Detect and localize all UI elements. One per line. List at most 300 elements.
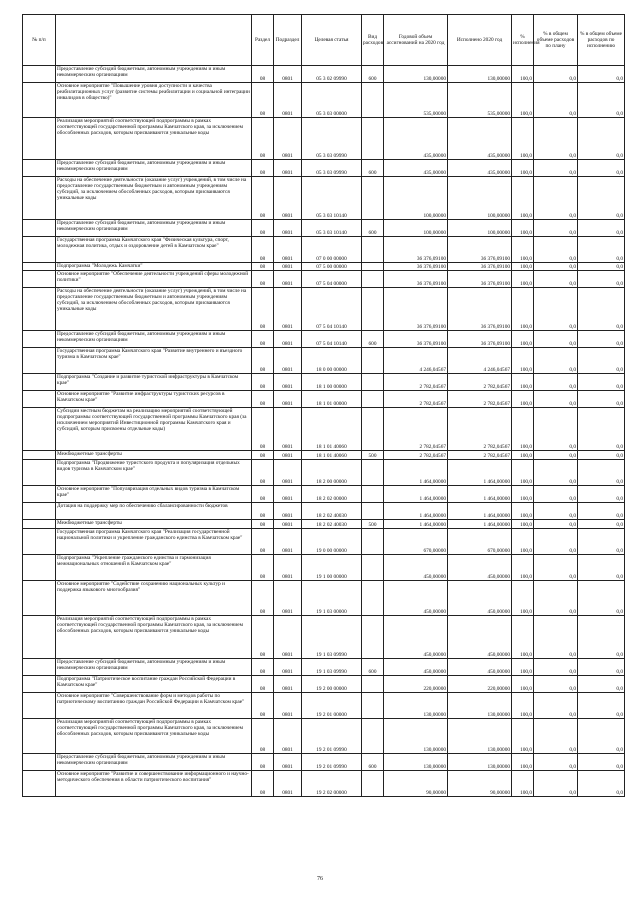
- cell-percent: 100,0: [512, 581, 534, 616]
- cell-share-fact: 0,0: [578, 451, 625, 460]
- cell-name: Государственная программа Камчатского края "Реализация государственной национальной политики и укрепление гражданского единства в Камчатском крае": [56, 529, 252, 555]
- cell-percent: 100,0: [512, 66, 534, 83]
- table-row: [23, 503, 625, 520]
- cell-plan: 100,00000: [384, 220, 448, 237]
- table-row: [23, 83, 625, 118]
- cell-percent: 100,0: [512, 263, 534, 271]
- cell-target-article: 07 5 04 10140: [302, 288, 362, 331]
- cell-share-fact: 0,0: [578, 520, 625, 529]
- cell-num: [23, 581, 56, 616]
- table-body: [23, 66, 625, 797]
- cell-razdel: 08: [252, 520, 274, 529]
- table-row: [23, 348, 625, 374]
- cell-percent: 100,0: [512, 771, 534, 797]
- cell-podrazdel: 0801: [274, 118, 302, 160]
- cell-podrazdel: 0801: [274, 391, 302, 408]
- cell-fact: 36 376,09100: [448, 263, 512, 271]
- table-row: [23, 263, 625, 271]
- cell-plan: 2 782,04567: [384, 374, 448, 391]
- table-row: [23, 66, 625, 83]
- cell-expense-type: 600: [362, 659, 384, 676]
- cell-plan: 450,00000: [384, 555, 448, 581]
- cell-num: [23, 503, 56, 520]
- cell-share-plan: 0,0: [534, 520, 578, 529]
- cell-podrazdel: 0801: [274, 331, 302, 348]
- cell-podrazdel: 0801: [274, 237, 302, 263]
- table-row: [23, 659, 625, 676]
- cell-percent: 100,0: [512, 118, 534, 160]
- cell-percent: 100,0: [512, 503, 534, 520]
- cell-fact: 100,00000: [448, 177, 512, 220]
- cell-name: Межбюджетные трансферты: [56, 520, 252, 529]
- cell-percent: 100,0: [512, 83, 534, 118]
- cell-razdel: 08: [252, 754, 274, 771]
- cell-share-plan: 0,0: [534, 555, 578, 581]
- cell-target-article: 05 3 03 00000: [302, 83, 362, 118]
- cell-podrazdel: 0801: [274, 271, 302, 288]
- cell-target-article: 19 1 03 09990: [302, 659, 362, 676]
- cell-percent: 100,0: [512, 460, 534, 486]
- cell-share-plan: 0,0: [534, 237, 578, 263]
- cell-razdel: 08: [252, 66, 274, 83]
- cell-num: [23, 118, 56, 160]
- cell-share-plan: 0,0: [534, 503, 578, 520]
- cell-target-article: 18 2 00 00000: [302, 460, 362, 486]
- table-row: [23, 220, 625, 237]
- cell-fact: 90,00000: [448, 771, 512, 797]
- cell-razdel: 08: [252, 719, 274, 754]
- cell-target-article: 18 1 01 00000: [302, 391, 362, 408]
- cell-num: [23, 271, 56, 288]
- cell-share-plan: 0,0: [534, 719, 578, 754]
- cell-podrazdel: 0801: [274, 408, 302, 451]
- cell-share-plan: 0,0: [534, 693, 578, 719]
- cell-expense-type: [362, 237, 384, 263]
- cell-target-article: 18 0 00 00000: [302, 348, 362, 374]
- budget-report-sheet: [22, 14, 624, 797]
- cell-plan: 450,00000: [384, 581, 448, 616]
- cell-share-fact: 0,0: [578, 83, 625, 118]
- cell-num: [23, 555, 56, 581]
- cell-expense-type: [362, 460, 384, 486]
- table-row: [23, 616, 625, 659]
- cell-share-fact: 0,0: [578, 408, 625, 451]
- cell-podrazdel: 0801: [274, 555, 302, 581]
- header-fact: Исполнено 2020 год: [448, 15, 512, 66]
- header-percent: % исполнения: [512, 15, 534, 66]
- cell-podrazdel: 0801: [274, 771, 302, 797]
- cell-podrazdel: 0801: [274, 503, 302, 520]
- cell-num: [23, 659, 56, 676]
- cell-percent: 100,0: [512, 348, 534, 374]
- cell-plan: 2 782,04567: [384, 391, 448, 408]
- cell-plan: 130,00000: [384, 693, 448, 719]
- table-row: [23, 771, 625, 797]
- cell-fact: 130,00000: [448, 719, 512, 754]
- cell-plan: 130,00000: [384, 719, 448, 754]
- cell-expense-type: [362, 771, 384, 797]
- cell-percent: 100,0: [512, 237, 534, 263]
- cell-fact: 450,00000: [448, 581, 512, 616]
- cell-expense-type: [362, 118, 384, 160]
- cell-name: Подпрограмма "Продвижение туристского продукта и популяризация отдельных видов туризма в Камчатском крае": [56, 460, 252, 486]
- cell-num: [23, 160, 56, 177]
- cell-target-article: 07 5 04 00000: [302, 271, 362, 288]
- cell-name: Предоставление субсидий бюджетным, автономным учреждениям и иным некоммерческим организациям: [56, 754, 252, 771]
- cell-name: Предоставление субсидий бюджетным, автономным учреждениям и иным некоммерческим организациям: [56, 331, 252, 348]
- cell-fact: 450,00000: [448, 659, 512, 676]
- cell-name: Подпрограмма "Укрепление гражданского единства и гармонизация межнациональных отношений в Камчатском крае": [56, 555, 252, 581]
- cell-plan: 220,00000: [384, 676, 448, 693]
- table-row: [23, 581, 625, 616]
- cell-expense-type: [362, 693, 384, 719]
- cell-num: [23, 263, 56, 271]
- cell-share-plan: 0,0: [534, 288, 578, 331]
- cell-target-article: 19 1 00 00000: [302, 555, 362, 581]
- cell-fact: 1 464,00000: [448, 486, 512, 503]
- cell-share-fact: 0,0: [578, 263, 625, 271]
- cell-num: [23, 374, 56, 391]
- cell-podrazdel: 0801: [274, 529, 302, 555]
- cell-plan: 670,00000: [384, 529, 448, 555]
- cell-plan: 1 464,00000: [384, 460, 448, 486]
- cell-percent: 100,0: [512, 391, 534, 408]
- cell-name: Основное мероприятие "Популяризация отдельных видов туризма в Камчатском крае": [56, 486, 252, 503]
- cell-num: [23, 408, 56, 451]
- cell-share-plan: 0,0: [534, 271, 578, 288]
- table-row: [23, 451, 625, 460]
- header-podrazdel: Подраздел: [274, 15, 302, 66]
- cell-fact: 2 782,04567: [448, 451, 512, 460]
- cell-percent: 100,0: [512, 408, 534, 451]
- cell-fact: 435,00000: [448, 160, 512, 177]
- cell-target-article: 05 3 03 10140: [302, 220, 362, 237]
- cell-expense-type: [362, 486, 384, 503]
- cell-name: Реализация мероприятий соответствующей подпрограммы в рамках соответствующей государственной программы Камчатского края, за исключением обособленных расходов, которым присваиваются уникальные коды: [56, 616, 252, 659]
- cell-share-plan: 0,0: [534, 616, 578, 659]
- cell-share-fact: 0,0: [578, 160, 625, 177]
- cell-target-article: 05 3 03 09990: [302, 160, 362, 177]
- cell-razdel: 08: [252, 503, 274, 520]
- cell-target-article: 18 1 00 00000: [302, 374, 362, 391]
- cell-target-article: 19 2 02 00000: [302, 771, 362, 797]
- cell-plan: 36 376,09100: [384, 288, 448, 331]
- table-row: [23, 374, 625, 391]
- cell-expense-type: [362, 676, 384, 693]
- cell-fact: 1 464,00000: [448, 520, 512, 529]
- cell-plan: 1 464,00000: [384, 503, 448, 520]
- cell-razdel: 08: [252, 771, 274, 797]
- cell-expense-type: 600: [362, 160, 384, 177]
- cell-podrazdel: 0801: [274, 616, 302, 659]
- table-row: [23, 177, 625, 220]
- cell-podrazdel: 0801: [274, 460, 302, 486]
- cell-name: Предоставление субсидий бюджетным, автономным учреждениям и иным некоммерческим организациям: [56, 659, 252, 676]
- cell-fact: 130,00000: [448, 693, 512, 719]
- cell-plan: 435,00000: [384, 160, 448, 177]
- cell-expense-type: 600: [362, 754, 384, 771]
- cell-fact: 435,00000: [448, 118, 512, 160]
- cell-share-fact: 0,0: [578, 331, 625, 348]
- cell-podrazdel: 0801: [274, 374, 302, 391]
- cell-razdel: 08: [252, 616, 274, 659]
- cell-plan: 130,00000: [384, 66, 448, 83]
- cell-expense-type: [362, 83, 384, 118]
- cell-name: Основное мероприятие "Развитие инфраструктуры туристских ресурсов в Камчатском крае": [56, 391, 252, 408]
- cell-razdel: 08: [252, 693, 274, 719]
- cell-podrazdel: 0801: [274, 659, 302, 676]
- cell-fact: 2 782,04567: [448, 391, 512, 408]
- cell-share-plan: 0,0: [534, 263, 578, 271]
- cell-share-fact: 0,0: [578, 220, 625, 237]
- cell-num: [23, 676, 56, 693]
- cell-num: [23, 451, 56, 460]
- cell-razdel: 08: [252, 460, 274, 486]
- cell-razdel: 08: [252, 220, 274, 237]
- cell-share-plan: 0,0: [534, 486, 578, 503]
- cell-plan: 4 246,04567: [384, 348, 448, 374]
- cell-share-fact: 0,0: [578, 555, 625, 581]
- cell-percent: 100,0: [512, 331, 534, 348]
- cell-name: Дотация на поддержку мер по обеспечению сбалансированности бюджетов: [56, 503, 252, 520]
- header-razdel: Раздел: [252, 15, 274, 66]
- cell-name: Основное мероприятие "Развитие и совершенствование информационного и научно-методического обеспечения в области патриотического воспитания": [56, 771, 252, 797]
- cell-expense-type: [362, 177, 384, 220]
- cell-razdel: 08: [252, 263, 274, 271]
- cell-podrazdel: 0801: [274, 676, 302, 693]
- cell-razdel: 08: [252, 288, 274, 331]
- cell-name: Межбюджетные трансферты: [56, 451, 252, 460]
- cell-share-plan: 0,0: [534, 659, 578, 676]
- cell-fact: 130,00000: [448, 66, 512, 83]
- cell-percent: 100,0: [512, 271, 534, 288]
- table-row: [23, 754, 625, 771]
- cell-percent: 100,0: [512, 374, 534, 391]
- cell-share-fact: 0,0: [578, 66, 625, 83]
- cell-num: [23, 331, 56, 348]
- cell-expense-type: [362, 555, 384, 581]
- cell-share-plan: 0,0: [534, 771, 578, 797]
- cell-share-plan: 0,0: [534, 754, 578, 771]
- cell-num: [23, 719, 56, 754]
- cell-share-fact: 0,0: [578, 771, 625, 797]
- cell-share-plan: 0,0: [534, 177, 578, 220]
- cell-num: [23, 486, 56, 503]
- cell-podrazdel: 0801: [274, 160, 302, 177]
- table-row: [23, 288, 625, 331]
- cell-plan: 36 376,09100: [384, 237, 448, 263]
- header-share-plan: % в общем объеме расходов по плану: [534, 15, 578, 66]
- cell-target-article: 19 0 00 00000: [302, 529, 362, 555]
- cell-expense-type: [362, 348, 384, 374]
- cell-plan: 2 782,04567: [384, 451, 448, 460]
- cell-num: [23, 520, 56, 529]
- cell-expense-type: 500: [362, 451, 384, 460]
- cell-share-plan: 0,0: [534, 220, 578, 237]
- cell-name: Государственная программа Камчатского края "Физическая культура, спорт, молодежная политика, отдых и оздоровление детей в Камчатском крае": [56, 237, 252, 263]
- cell-expense-type: [362, 503, 384, 520]
- cell-target-article: 19 2 01 09990: [302, 754, 362, 771]
- cell-num: [23, 529, 56, 555]
- cell-share-fact: 0,0: [578, 237, 625, 263]
- cell-target-article: 05 3 03 10140: [302, 177, 362, 220]
- cell-share-plan: 0,0: [534, 408, 578, 451]
- cell-name: Подпрограмма "Молодежь Камчатки": [56, 263, 252, 271]
- cell-plan: 2 782,04567: [384, 408, 448, 451]
- cell-expense-type: 600: [362, 220, 384, 237]
- cell-share-fact: 0,0: [578, 676, 625, 693]
- cell-share-fact: 0,0: [578, 503, 625, 520]
- cell-name: Подпрограмма "Патриотическое воспитание граждан Российской Федерации в Камчатском крае": [56, 676, 252, 693]
- cell-razdel: 08: [252, 486, 274, 503]
- cell-percent: 100,0: [512, 555, 534, 581]
- cell-fact: 2 782,04567: [448, 374, 512, 391]
- cell-target-article: 18 2 02 40030: [302, 520, 362, 529]
- cell-target-article: 05 3 02 09990: [302, 66, 362, 83]
- cell-target-article: 19 2 01 09990: [302, 719, 362, 754]
- table-row: [23, 391, 625, 408]
- cell-fact: 36 376,09100: [448, 237, 512, 263]
- cell-expense-type: [362, 529, 384, 555]
- cell-percent: 100,0: [512, 659, 534, 676]
- table-row: [23, 160, 625, 177]
- table-row: [23, 271, 625, 288]
- table-row: [23, 118, 625, 160]
- cell-share-fact: 0,0: [578, 659, 625, 676]
- cell-percent: 100,0: [512, 719, 534, 754]
- cell-expense-type: 500: [362, 520, 384, 529]
- cell-fact: 4 246,04567: [448, 348, 512, 374]
- header-name: [56, 15, 252, 66]
- cell-share-fact: 0,0: [578, 348, 625, 374]
- cell-share-fact: 0,0: [578, 118, 625, 160]
- table-row: [23, 237, 625, 263]
- page-number: 76: [317, 876, 323, 882]
- cell-expense-type: [362, 719, 384, 754]
- cell-plan: 36 376,09100: [384, 271, 448, 288]
- cell-plan: 450,00000: [384, 659, 448, 676]
- cell-fact: 220,00000: [448, 676, 512, 693]
- cell-share-plan: 0,0: [534, 676, 578, 693]
- cell-razdel: 08: [252, 408, 274, 451]
- cell-plan: 1 464,00000: [384, 486, 448, 503]
- cell-fact: 1 464,00000: [448, 503, 512, 520]
- cell-razdel: 08: [252, 374, 274, 391]
- cell-podrazdel: 0801: [274, 451, 302, 460]
- cell-percent: 100,0: [512, 160, 534, 177]
- cell-fact: 1 464,00000: [448, 460, 512, 486]
- cell-fact: 100,00000: [448, 220, 512, 237]
- cell-podrazdel: 0801: [274, 486, 302, 503]
- cell-name: Основное мероприятие "Содействие сохранению национальных культур и поддержка языкового многообразия": [56, 581, 252, 616]
- cell-podrazdel: 0801: [274, 263, 302, 271]
- cell-plan: 130,00000: [384, 754, 448, 771]
- cell-razdel: 08: [252, 659, 274, 676]
- header-target-article: Целевая статья: [302, 15, 362, 66]
- table-row: [23, 529, 625, 555]
- cell-razdel: 08: [252, 160, 274, 177]
- cell-percent: 100,0: [512, 220, 534, 237]
- cell-share-fact: 0,0: [578, 486, 625, 503]
- cell-name: Предоставление субсидий бюджетным, автономным учреждениям и иным некоммерческим организациям: [56, 220, 252, 237]
- cell-target-article: 07 5 04 10140: [302, 331, 362, 348]
- cell-plan: 90,00000: [384, 771, 448, 797]
- table-row: [23, 460, 625, 486]
- cell-podrazdel: 0801: [274, 288, 302, 331]
- cell-target-article: 19 2 00 00000: [302, 676, 362, 693]
- cell-share-fact: 0,0: [578, 581, 625, 616]
- cell-target-article: 18 2 02 40030: [302, 503, 362, 520]
- cell-num: [23, 220, 56, 237]
- cell-num: [23, 66, 56, 83]
- cell-fact: 535,00000: [448, 83, 512, 118]
- cell-share-fact: 0,0: [578, 754, 625, 771]
- cell-name: Реализация мероприятий соответствующей подпрограммы в рамках соответствующей государственной программы Камчатского края, за исключением обособленных расходов, которым присваиваются уникальные коды: [56, 118, 252, 160]
- cell-name: Основное мероприятие "Повышение уровня доступности и качества реабилитационных услуг (развитие системы реабилитации и социальной интеграции инвалидов в общество)": [56, 83, 252, 118]
- header-expense-type: Вид расходов: [362, 15, 384, 66]
- cell-razdel: 08: [252, 177, 274, 220]
- cell-podrazdel: 0801: [274, 220, 302, 237]
- cell-share-fact: 0,0: [578, 529, 625, 555]
- cell-plan: 450,00000: [384, 616, 448, 659]
- cell-fact: 36 376,09100: [448, 288, 512, 331]
- cell-share-fact: 0,0: [578, 391, 625, 408]
- table-row: [23, 408, 625, 451]
- cell-percent: 100,0: [512, 520, 534, 529]
- cell-share-fact: 0,0: [578, 693, 625, 719]
- cell-share-plan: 0,0: [534, 529, 578, 555]
- cell-podrazdel: 0801: [274, 754, 302, 771]
- cell-razdel: 08: [252, 529, 274, 555]
- cell-name: Расходы на обеспечение деятельности (оказание услуг) учреждений, в том числе на предоставление государственным бюджетным и автономным учреждениям субсидий, за исключением обособленных расходов, которым присваиваются уникальные коды: [56, 288, 252, 331]
- table-row: [23, 486, 625, 503]
- cell-razdel: 08: [252, 118, 274, 160]
- cell-expense-type: [362, 374, 384, 391]
- cell-razdel: 08: [252, 348, 274, 374]
- cell-expense-type: [362, 391, 384, 408]
- cell-name: Реализация мероприятий соответствующей подпрограммы в рамках соответствующей государственной программы Камчатского края, за исключением обособленных расходов, которым присваиваются уникальные коды: [56, 719, 252, 754]
- cell-name: Расходы на обеспечение деятельности (оказание услуг) учреждений, в том числе на предоставление государственным бюджетным и автономным учреждениям субсидий, за исключением обособленных расходов, которым присваиваются уникальные коды: [56, 177, 252, 220]
- cell-share-fact: 0,0: [578, 616, 625, 659]
- cell-expense-type: [362, 263, 384, 271]
- cell-name: Предоставление субсидий бюджетным, автономным учреждениям и иным некоммерческим организациям: [56, 66, 252, 83]
- cell-share-plan: 0,0: [534, 66, 578, 83]
- cell-fact: 130,00000: [448, 754, 512, 771]
- cell-target-article: 19 1 03 09990: [302, 616, 362, 659]
- cell-expense-type: [362, 288, 384, 331]
- cell-num: [23, 460, 56, 486]
- cell-share-plan: 0,0: [534, 118, 578, 160]
- cell-podrazdel: 0801: [274, 177, 302, 220]
- header-num: № п/п: [23, 15, 56, 66]
- cell-podrazdel: 0801: [274, 581, 302, 616]
- cell-plan: 1 464,00000: [384, 520, 448, 529]
- cell-percent: 100,0: [512, 451, 534, 460]
- cell-num: [23, 754, 56, 771]
- table-row: [23, 331, 625, 348]
- cell-target-article: 05 3 03 09990: [302, 118, 362, 160]
- table-row: [23, 520, 625, 529]
- cell-fact: 2 782,04567: [448, 408, 512, 451]
- cell-plan: 435,00000: [384, 118, 448, 160]
- cell-name: Основное мероприятие "Совершенствование форм и методов работы по патриотическому воспитанию граждан Российской Федерации в Камчатском крае": [56, 693, 252, 719]
- cell-razdel: 08: [252, 676, 274, 693]
- cell-percent: 100,0: [512, 288, 534, 331]
- cell-name: Основное мероприятие "Обеспечение деятельности учреждений сферы молодежной политики": [56, 271, 252, 288]
- cell-share-plan: 0,0: [534, 331, 578, 348]
- cell-fact: 36 376,09100: [448, 331, 512, 348]
- table-row: [23, 555, 625, 581]
